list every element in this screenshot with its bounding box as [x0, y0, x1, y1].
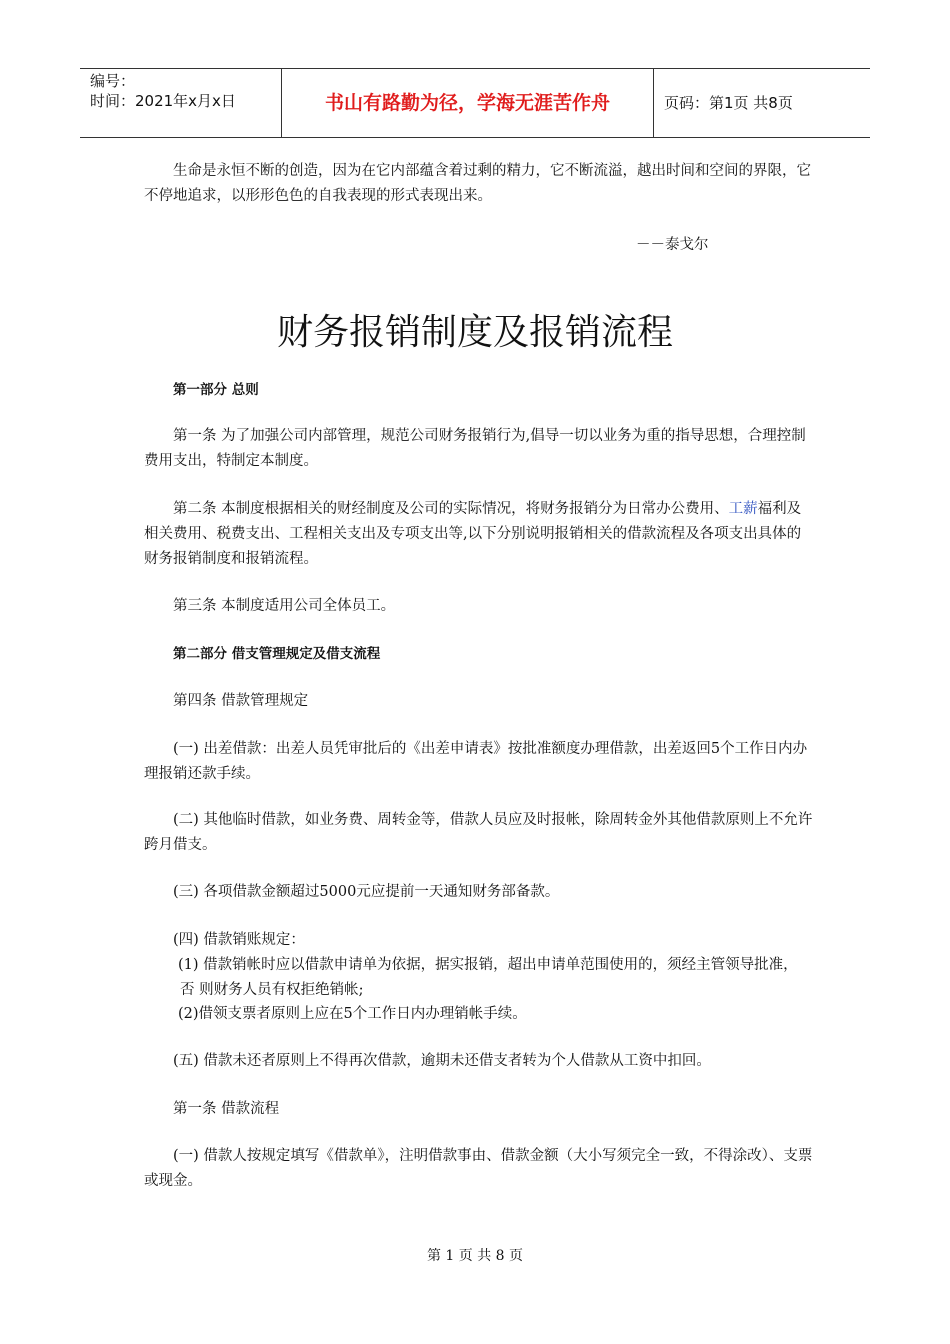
loan-rule-5: (五) 借款未还者原则上不得再次借款，逾期未还借支者转为个人借款从工资中扣回。	[173, 1053, 711, 1069]
header-meta	[80, 69, 281, 137]
number-label: 编号：	[90, 72, 136, 90]
quote-text: 生命是永恒不断的创造，因为在它内部蕴含着过剩的精力，它不断流溢，越出时间和空间的界限，它不停地追求，以形形色色的自我表现的形式表现出来。	[144, 163, 811, 204]
article-2	[144, 497, 814, 572]
time-label: 时间：2021年x月x日	[90, 92, 236, 110]
article-3: 第三条 本制度适用公司全体员工。	[173, 598, 396, 614]
article-2-text-b: 福利及相关费用、税费支出、工程相关支出及专项支出等,以下分别说明报销相关的借款流程及各项支出具体的财务报销制度和报销流程。	[144, 501, 802, 567]
loan-rule-4-1-cont: 否 则财务人员有权拒绝销帐;	[180, 982, 364, 998]
article-2-text-a: 第二条 本制度根据相关的财经制度及公司的实际情况，将财务报销分为日常办公费用、	[173, 501, 729, 517]
loan-flow-1: (一) 借款人按规定填写《借款单》，注明借款事由、借款金额（大小写须完全一致，不得涂改）、支票或现金。	[144, 1148, 813, 1189]
loan-rule-2: (二) 其他临时借款，如业务费、周转金等，借款人员应及时报帐，除周转金外其他借款原则上不允许跨月借支。	[144, 812, 813, 853]
header-motto: 书山有路勤为径，学海无涯苦作舟	[281, 69, 654, 137]
document-title: 财务报销制度及报销流程	[276, 312, 673, 353]
article-1: 第一条 为了加强公司内部管理，规范公司财务报销行为,倡导一切以业务为重的指导思想，合理控制费用支出，特制定本制度。	[144, 428, 806, 469]
loan-flow-article: 第一条 借款流程	[173, 1101, 280, 1117]
part1-heading: 第一部分 总则	[173, 382, 259, 398]
page-footer: 第 1 页 共 8 页	[426, 1248, 524, 1264]
loan-rule-4-2: (2)借领支票者原则上应在5个工作日内办理销帐手续。	[178, 1006, 527, 1022]
header-page-code: 页码：第1页 共8页	[664, 94, 793, 112]
quote-author: －－泰戈尔	[636, 237, 709, 253]
loan-rule-4-1: (1) 借款销帐时应以借款申请单为依据，据实报销，超出申请单范围使用的，须经主管领导批准，	[178, 957, 798, 973]
loan-rule-1: (一) 出差借款：出差人员凭审批后的《出差申请表》按批准额度办理借款，出差返回5个工作日内办理报销还款手续。	[144, 741, 808, 782]
article-4: 第四条 借款管理规定	[173, 693, 309, 709]
part2-heading: 第二部分 借支管理规定及借支流程	[173, 646, 381, 662]
salary-link[interactable]: 工薪	[728, 501, 758, 517]
loan-rule-4: (四) 借款销账规定：	[173, 932, 305, 948]
page-header	[80, 68, 870, 138]
loan-rule-3: (三) 各项借款金额超过5000元应提前一天通知财务部备款。	[173, 884, 560, 900]
